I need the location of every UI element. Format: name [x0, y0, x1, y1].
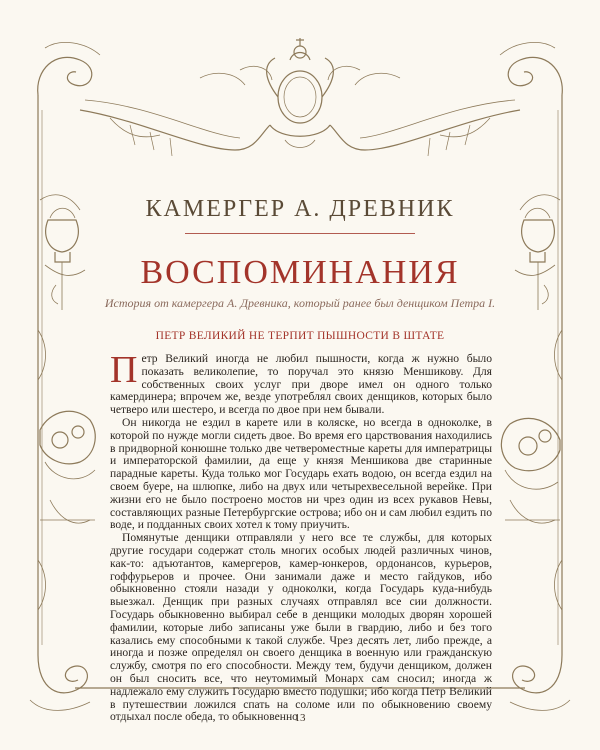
- chapter-title: ВОСПОМИНАНИЯ: [140, 254, 460, 291]
- title-divider: [185, 233, 415, 234]
- drop-cap: П: [110, 349, 138, 391]
- right-urn: [522, 220, 555, 252]
- central-cartouche: [278, 71, 322, 123]
- section-heading: ПЕТР ВЕЛИКИЙ НЕ ТЕРПИТ ПЫШНОСТИ В ШТАТЕ: [155, 330, 445, 342]
- top-right-scroll: [508, 57, 562, 95]
- paragraph-1: [110, 349, 492, 417]
- paragraph-3: Помянутые денщики отправляли у него все те службы, для которых другие государи содержат столь многих особых людей различных чинов, как-то: адъютантов, камергеров, камер-юнкеров, ордонансов, курьеров, гоффурьеров и прочее. Они занимали даже и место гайдуков, ибо обыкновенно стояли назади у одноколки, когда Государь куда-нибудь выезжал. Денщик при разных случаях отправлял все сии должности. Государь обыкновенно выбирал себе в денщики молодых дворян хорошей фамилии, которые либо записаны уже были в гвардию, либо и без того казались ему способными к такой службе. Чрез десять лет, либо прежде, а иногда и позже определял он своего денщика в военную или гражданскую службу, смотря по его способности. Между тем, будучи денщиком, должен он был сносить все, что неутомимый Монарх сам сносил; иногда ж надлежало ему служить Государю вместо подушки; ибо когда Петр Великий в путешествии ложился спать на соломе или по обыкновению своему отдыхал после обеда, то обыкновенно: [110, 531, 492, 724]
- author-name: КАМЕРГЕР А. ДРЕВНИК: [145, 196, 455, 222]
- chapter-subtitle: История от камергера А. Древника, который ранее был денщиком Петра I.: [104, 296, 496, 310]
- bottom-right-scroll: [513, 655, 562, 693]
- left-urn: [46, 220, 79, 252]
- top-canopy: [80, 110, 520, 150]
- bottom-left-scroll: [38, 655, 87, 693]
- page-number: 13: [294, 712, 306, 724]
- right-still-life: [501, 418, 560, 470]
- top-left-scroll: [38, 57, 92, 95]
- body-text: [110, 349, 492, 724]
- paragraph-1-text: етр Великий иногда не любил пышности, когда ж нужно было показать великолепие, то поручал это князю Меншикову. Для собственных своих услуг при дворе имел он одного только камердинера; впрочем же, везде употреблял своих денщиков, которых было четверо или шестеро, и всегда по двое при нем бывали.: [110, 352, 492, 417]
- paragraph-2: Он никогда не ездил в карете или в коляске, но всегда в одноколке, в которой по нужде могли сидеть двое. Во время его царствования находились в придворной конюшне только две четвероместные кареты для императрицы и императорской фамилии, да еще у князя Меншикова две старинные парадные кареты. Куда только мог Государь ехать водою, он всегда ездил на своем буере, на шлюпке, либо на двух или четырехвесельной верейке. При жизни его не было построено мостов ни чрез один из всех рукавов Невы, составляющих разные Петербургские острова; ибо он и сам любил ездить по воде, и подданных своих хотел к тому приучить.: [110, 415, 492, 532]
